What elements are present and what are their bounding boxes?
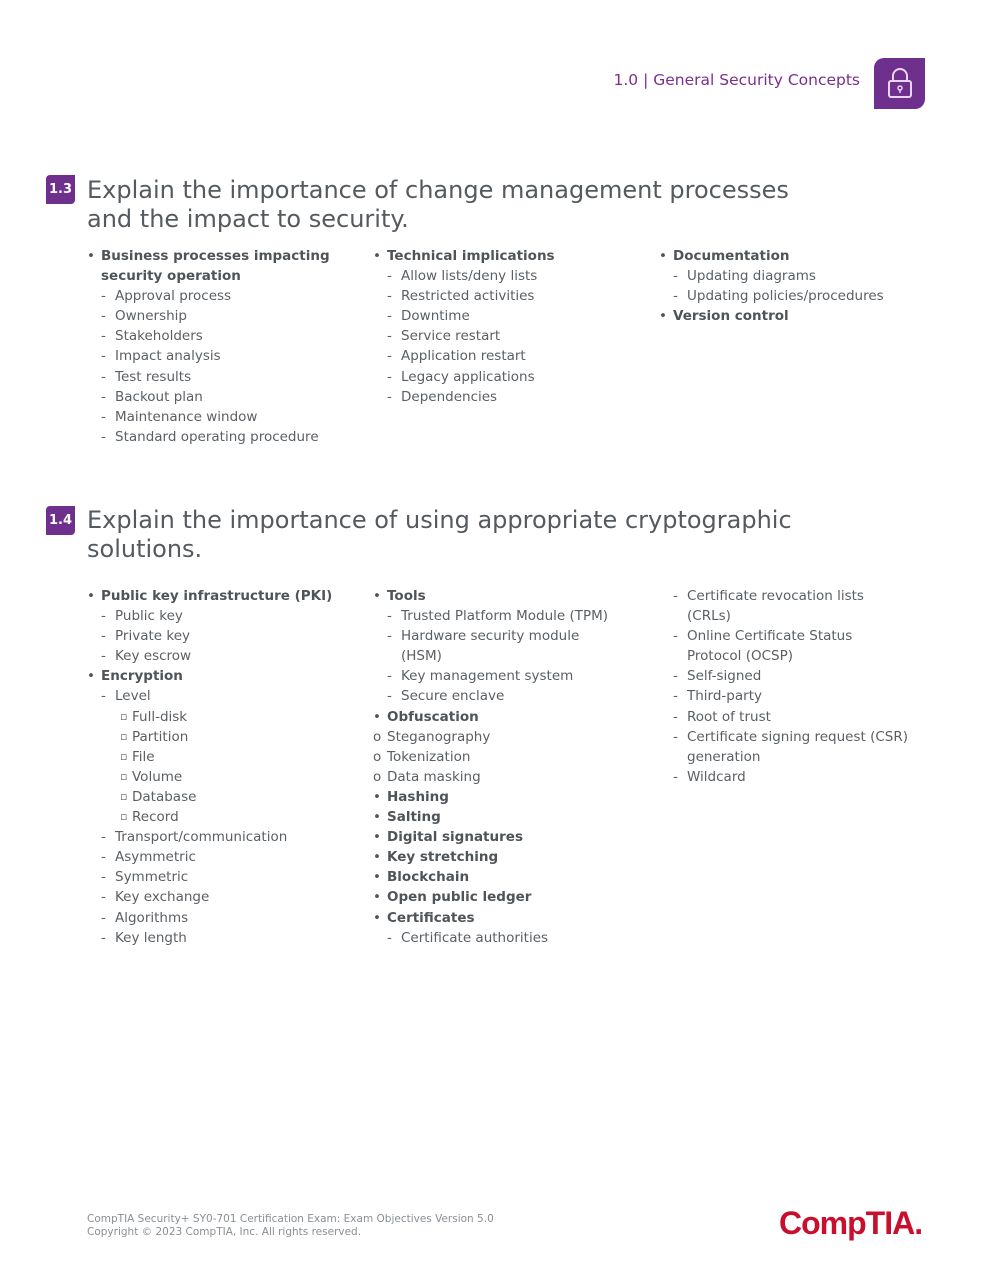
page-header-title: 1.0 | General Security Concepts bbox=[613, 71, 860, 89]
list-item: - Certificate authorities bbox=[373, 928, 608, 948]
list-item: o Data masking bbox=[373, 767, 608, 787]
list-item: • Key stretching bbox=[373, 847, 608, 867]
list-item: - Downtime bbox=[373, 306, 555, 326]
lock-badge bbox=[874, 58, 925, 109]
list-item: ▫ Full-disk bbox=[87, 707, 332, 727]
list-item: • Version control bbox=[659, 306, 884, 326]
list-item: o Tokenization bbox=[373, 747, 608, 767]
list-item: - Online Certificate Status bbox=[659, 626, 908, 646]
list-item: - Stakeholders bbox=[87, 326, 330, 346]
list-item: - Maintenance window bbox=[87, 407, 330, 427]
list-item: - Algorithms bbox=[87, 908, 332, 928]
section-title-1-3 bbox=[87, 176, 887, 234]
list-item: • Certificates bbox=[373, 908, 608, 928]
list-item: - Third-party bbox=[659, 686, 908, 706]
list-item: • Documentation bbox=[659, 246, 884, 266]
list-item: o Steganography bbox=[373, 727, 608, 747]
footer-copyright: Copyright © 2023 CompTIA, Inc. All rights reserved. bbox=[87, 1226, 362, 1238]
list-item: - Service restart bbox=[373, 326, 555, 346]
list-item: ▫ Record bbox=[87, 807, 332, 827]
list-item: - Allow lists/deny lists bbox=[373, 266, 555, 286]
list-item: - Updating policies/procedures bbox=[659, 286, 884, 306]
list-item: - Secure enclave bbox=[373, 686, 608, 706]
list-item: ▫ Volume bbox=[87, 767, 332, 787]
list-item: ▫ File bbox=[87, 747, 332, 767]
section-1-3-column-1 bbox=[87, 246, 330, 447]
list-item: • Hashing bbox=[373, 787, 608, 807]
section-title-1-3-line1: Explain the importance of change management processes bbox=[87, 176, 789, 204]
list-item: - Key escrow bbox=[87, 646, 332, 666]
section-title-1-3-line2: and the impact to security. bbox=[87, 205, 409, 233]
list-item: - Public key bbox=[87, 606, 332, 626]
list-item: • Obfuscation bbox=[373, 707, 608, 727]
list-item: - Level bbox=[87, 686, 332, 706]
section-title-1-4-line2: solutions. bbox=[87, 535, 203, 563]
list-item: • Salting bbox=[373, 807, 608, 827]
list-item: - Key exchange bbox=[87, 887, 332, 907]
section-title-1-4-line1: Explain the importance of using appropriate cryptographic bbox=[87, 506, 792, 534]
list-item: security operation bbox=[101, 268, 241, 285]
list-item: - Self-signed bbox=[659, 666, 908, 686]
list-item: - Trusted Platform Module (TPM) bbox=[373, 606, 608, 626]
list-item: • Business processes impacting bbox=[87, 246, 330, 266]
list-item: - Updating diagrams bbox=[659, 266, 884, 286]
section-number-1-3: 1.3 bbox=[46, 175, 75, 204]
comptia-logo: CompTIA. bbox=[779, 1205, 923, 1241]
section-1-4-column-2 bbox=[373, 586, 608, 948]
list-item: - Dependencies bbox=[373, 387, 555, 407]
list-item: - Certificate signing request (CSR) bbox=[659, 727, 908, 747]
list-item: - Certificate revocation lists bbox=[659, 586, 908, 606]
list-item: - Hardware security module bbox=[373, 626, 608, 646]
section-1-3-column-3 bbox=[659, 246, 884, 326]
list-item: • Open public ledger bbox=[373, 887, 608, 907]
list-item: ▫ Database bbox=[87, 787, 332, 807]
list-item: - Test results bbox=[87, 367, 330, 387]
list-item: - Approval process bbox=[87, 286, 330, 306]
list-item: - Transport/communication bbox=[87, 827, 332, 847]
list-item: - Key length bbox=[87, 928, 332, 948]
list-item: - Private key bbox=[87, 626, 332, 646]
list-item: - Ownership bbox=[87, 306, 330, 326]
footer-exam-title: CompTIA Security+ SY0-701 Certification Exam: Exam Objectives Version 5.0 bbox=[87, 1213, 494, 1225]
list-item: - Legacy applications bbox=[373, 367, 555, 387]
list-item: Protocol (OCSP) bbox=[687, 648, 793, 665]
list-item: - Asymmetric bbox=[87, 847, 332, 867]
section-1-4-column-1 bbox=[87, 586, 332, 948]
lock-icon bbox=[886, 66, 914, 100]
list-item: - Symmetric bbox=[87, 867, 332, 887]
list-item: • Encryption bbox=[87, 666, 332, 686]
list-item: • Technical implications bbox=[373, 246, 555, 266]
list-item: • Public key infrastructure (PKI) bbox=[87, 586, 332, 606]
list-item: - Application restart bbox=[373, 346, 555, 366]
section-title-1-4 bbox=[87, 506, 887, 564]
list-item: - Impact analysis bbox=[87, 346, 330, 366]
list-item: (CRLs) bbox=[687, 608, 731, 625]
list-item: - Restricted activities bbox=[373, 286, 555, 306]
list-item: - Standard operating procedure bbox=[87, 427, 330, 447]
footer bbox=[87, 1213, 494, 1239]
section-1-4-column-3 bbox=[659, 586, 908, 787]
section-number-1-4: 1.4 bbox=[46, 506, 75, 535]
list-item: - Wildcard bbox=[659, 767, 908, 787]
list-item: - Root of trust bbox=[659, 707, 908, 727]
list-item: • Tools bbox=[373, 586, 608, 606]
list-item: (HSM) bbox=[401, 648, 442, 665]
list-item: generation bbox=[687, 748, 761, 765]
section-1-3-column-2 bbox=[373, 246, 555, 407]
list-item: • Blockchain bbox=[373, 867, 608, 887]
list-item: - Key management system bbox=[373, 666, 608, 686]
list-item: ▫ Partition bbox=[87, 727, 332, 747]
list-item: - Backout plan bbox=[87, 387, 330, 407]
list-item: • Digital signatures bbox=[373, 827, 608, 847]
